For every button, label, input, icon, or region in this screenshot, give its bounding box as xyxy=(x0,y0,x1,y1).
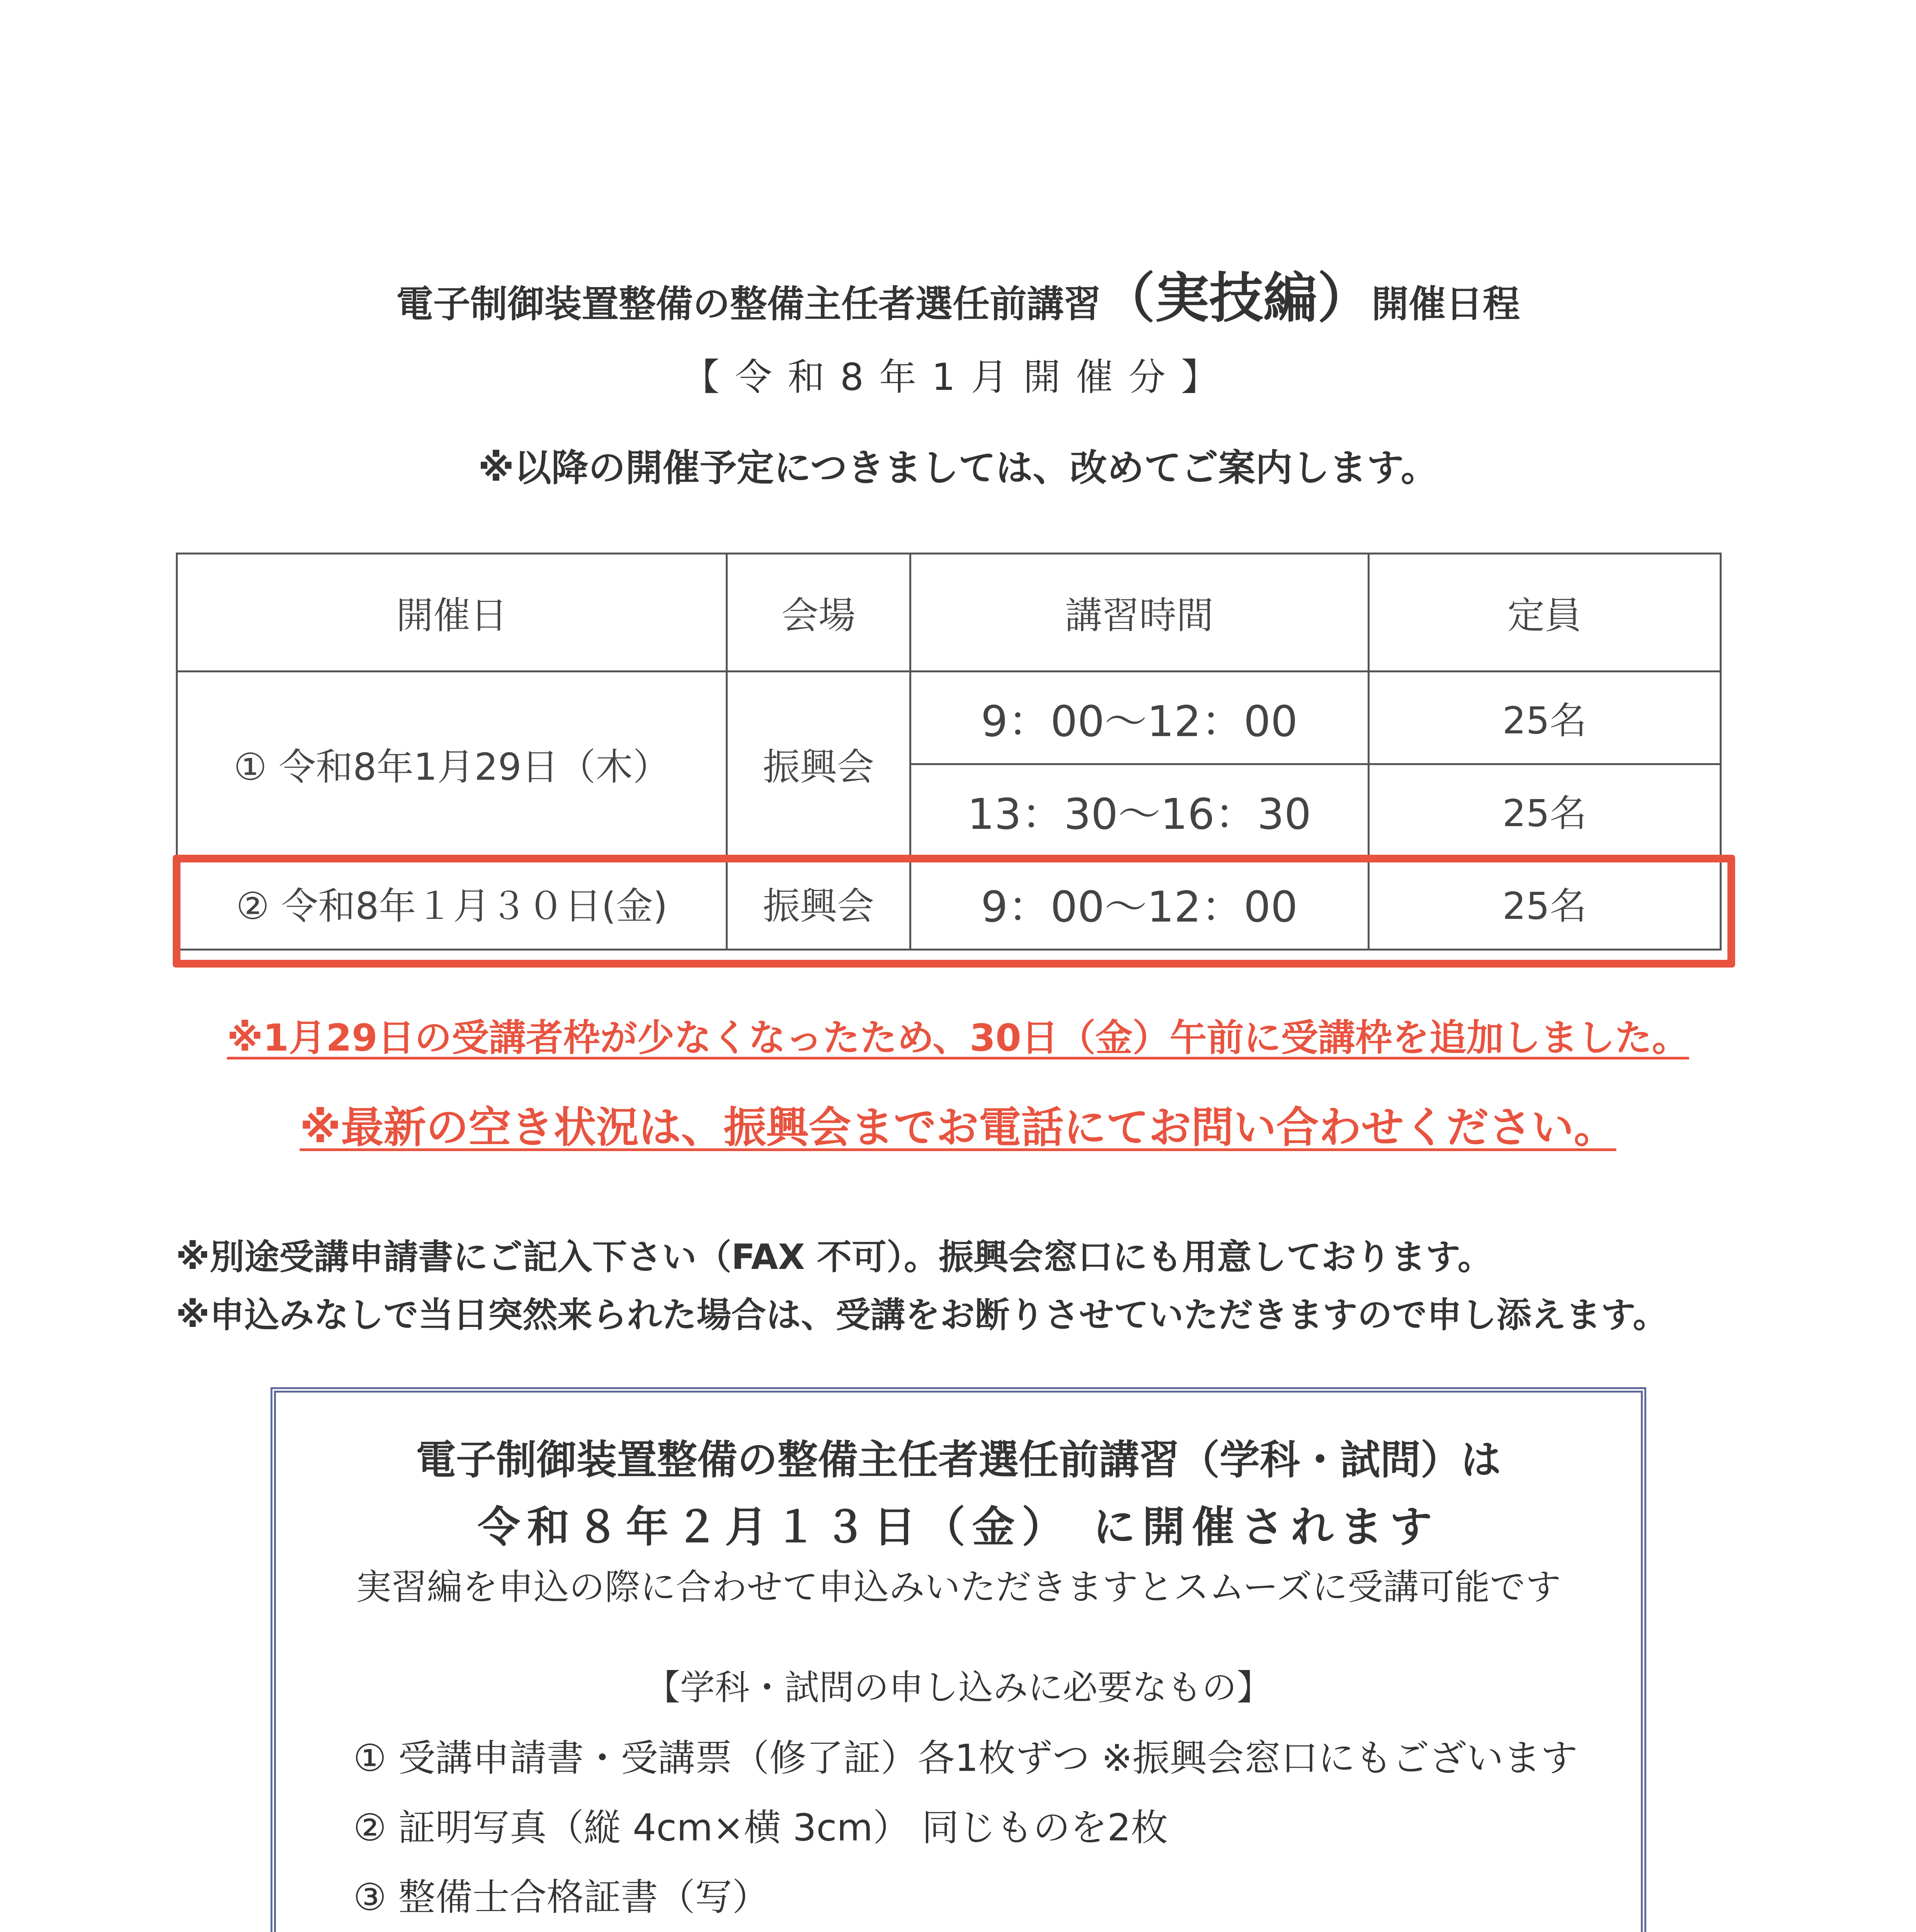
list-item: ② 証明写真（縦 4cm×横 3cm） 同じものを2枚 xyxy=(353,1806,1168,1849)
row-capacity: 25名 xyxy=(1368,764,1720,857)
header-time: 講習時間 xyxy=(910,554,1368,672)
table-header-row xyxy=(177,554,1721,672)
header-venue: 会場 xyxy=(727,554,910,672)
table-row-highlighted xyxy=(177,857,1721,950)
info-title: 電子制御装置整備の整備主任者選任前講習（学科・試問）は xyxy=(415,1436,1501,1483)
session-label: 【令和8年1月開催分】 xyxy=(682,355,1234,399)
row-capacity: 25名 xyxy=(1368,857,1720,950)
requirements-heading: 【学科・試問の申し込みに必要なもの】 xyxy=(645,1667,1271,1708)
row-venue: 振興会 xyxy=(727,672,910,857)
row-time: 9：00～12：00 xyxy=(910,672,1368,764)
written-exam-info-box xyxy=(271,1387,1646,1932)
list-item: ③ 整備士合格証書（写） xyxy=(353,1876,769,1919)
row-capacity: 25名 xyxy=(1368,672,1720,764)
header-date: 開催日 xyxy=(177,554,727,672)
availability-notice xyxy=(0,1094,1916,1155)
header-capacity: 定員 xyxy=(1368,554,1720,672)
info-date: 令和８年２月１３日（金） に開催されます xyxy=(477,1502,1440,1552)
schedule-table xyxy=(176,553,1722,951)
row-date: ② 令和8年１月３０日(金) xyxy=(177,857,727,950)
row-time: 13：30～16：30 xyxy=(910,764,1368,857)
availability-notice-text: ※最新の空き状況は、振興会までお電話にてお問い合わせください。 xyxy=(299,1103,1617,1152)
row-date: ① 令和8年1月29日（木） xyxy=(177,672,727,857)
info-subtitle: 実習編を申込の際に合わせて申込みいただきますとスムーズに受講可能です xyxy=(356,1566,1561,1608)
table-row xyxy=(177,672,1721,764)
document-title xyxy=(0,255,1916,333)
title-prefix: 電子制御装置整備の整備主任者選任前講習 xyxy=(396,282,1101,326)
title-highlight: （実技編） xyxy=(1101,267,1371,330)
application-form-note: ※別途受講申請書にご記入下さい（FAX 不可）。振興会窓口にも用意しております。 xyxy=(176,1237,1492,1277)
added-session-notice xyxy=(0,1009,1916,1061)
row-time: 9：00～12：00 xyxy=(910,857,1368,950)
row-venue: 振興会 xyxy=(727,857,910,950)
list-item: ① 受講申請書・受講票（修了証）各1枚ずつ ※振興会窓口にもございます xyxy=(353,1736,1578,1780)
future-schedule-note: ※以降の開催予定につきましては、改めてご案内します。 xyxy=(478,446,1438,490)
title-suffix: 開催日程 xyxy=(1371,282,1520,326)
added-session-notice-text: ※1月29日の受講者枠が少なくなったため、30日（金）午前に受講枠を追加しました。 xyxy=(227,1016,1689,1060)
walk-in-note: ※申込みなしで当日突然来られた場合は、受講をお断りさせていただきますので申し添えます。 xyxy=(176,1295,1668,1335)
